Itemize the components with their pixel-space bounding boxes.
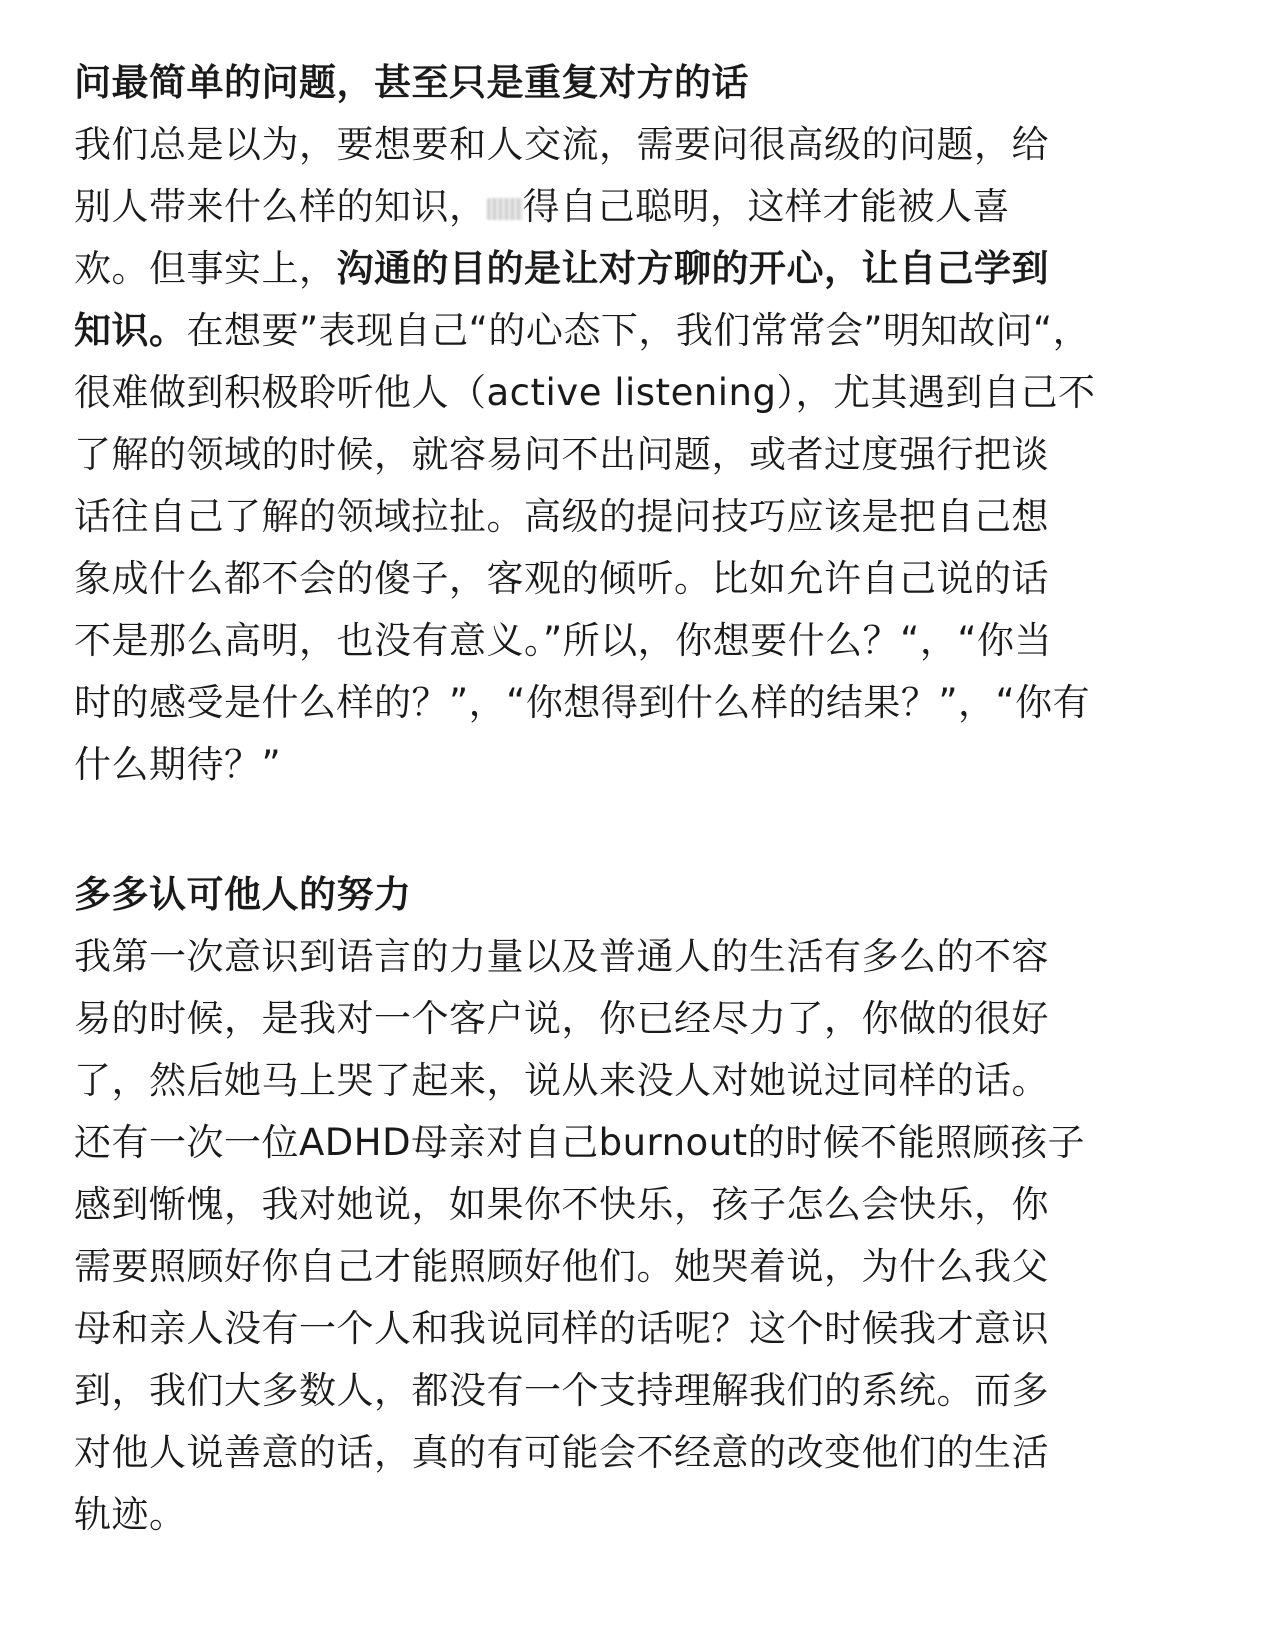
text-line: 需要照顾好你自己才能照顾好他们。她哭着说，为什么我父 (74, 1245, 1049, 1288)
text-line: 别人带来什么样的知识， 得自己聪明，这样才能被人喜 (74, 185, 1010, 228)
text-line: 欢。但事实上，沟通的目的是让对方聊的开心，让自己学到 (74, 247, 1049, 290)
text-line: 了，然后她马上哭了起来，说从来没人对她说过同样的话。 (74, 1059, 1049, 1102)
bold-emphasis: 沟通的目的是让对方聊的开心，让自己学到 (336, 247, 1049, 290)
text-line: 到，我们大多数人，都没有一个支持理解我们的系统。而多 (74, 1369, 1049, 1412)
section-recognize-efforts (74, 864, 1180, 1546)
redacted-glyph (487, 198, 523, 220)
text-line: 易的时候，是我对一个客户说，你已经尽力了，你做的很好 (74, 997, 1049, 1040)
text-line: 知识。在想要”表现自己“的心态下，我们常常会”明知故问“， (74, 309, 1091, 352)
text-line: 还有一次一位ADHD母亲对自己burnout的时候不能照顾孩子 (74, 1121, 1086, 1164)
text-line: 象成什么都不会的傻子，客观的倾听。比如允许自己说的话 (74, 557, 1049, 600)
section-ask-simple-questions (74, 52, 1180, 796)
text-line: 了解的领域的时候，就容易问不出问题，或者过度强行把谈 (74, 433, 1049, 476)
section-paragraph (74, 114, 1180, 796)
text-line: 感到惭愧，我对她说，如果你不快乐，孩子怎么会快乐，你 (74, 1183, 1049, 1226)
text-line: 时的感受是什么样的？”，“你想得到什么样的结果？”，“你有 (74, 681, 1091, 724)
text-line: 不是那么高明，也没有意义。”所以，你想要什么？“，“你当 (74, 619, 1053, 662)
text-line: 很难做到积极聆听他人（active listening），尤其遇到自己不 (74, 371, 1096, 414)
text-line: 话往自己了解的领域拉扯。高级的提问技巧应该是把自己想 (74, 495, 1049, 538)
section-heading: 多多认可他人的努力 (74, 873, 412, 916)
text-line: 对他人说善意的话，真的有可能会不经意的改变他们的生活 (74, 1431, 1049, 1474)
text-line: 我第一次意识到语言的力量以及普通人的生活有多么的不容 (74, 935, 1049, 978)
text-line: 什么期待？” (74, 743, 282, 786)
section-heading: 问最简单的问题，甚至只是重复对方的话 (74, 61, 749, 104)
text-line: 我们总是以为，要想要和人交流，需要问很高级的问题，给 (74, 123, 1049, 166)
section-paragraph (74, 926, 1180, 1546)
text-line: 轨迹。 (74, 1493, 187, 1536)
bold-emphasis: 知识。 (74, 309, 187, 352)
text-line: 母和亲人没有一个人和我说同样的话呢？这个时候我才意识 (74, 1307, 1049, 1350)
